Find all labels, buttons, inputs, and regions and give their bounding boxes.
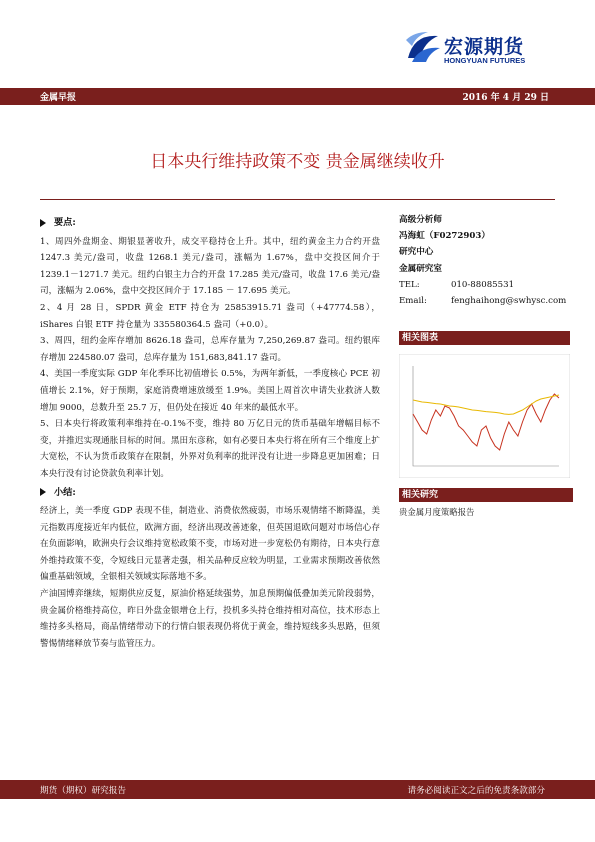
analyst-role: 高级分析师 (399, 215, 442, 225)
related-research-heading: 相关研究 (399, 488, 573, 502)
logo-mark-icon (404, 28, 442, 70)
key-point-item: 5、日本央行将政策利率维持在-0.1%不变，维持 80 万亿日元的货币基础年增幅目标不变，并推迟实现通胀目标的时间。黑田东彦称，如有必要日本央行将在所有三个维度上扩大宽松，不认为货币政策存在限制，外界对负利率的批评没有让进一步降息更加困难；日本央行没有讨论贷款负利率计划。 (40, 419, 380, 479)
analyst-dept: 研究中心 (399, 247, 434, 258)
related-chart-heading: 相关图表 (399, 331, 570, 345)
main-column (40, 215, 380, 652)
line-chart (399, 354, 570, 478)
email-row (399, 293, 569, 309)
analyst-name: 冯海虹（F0272903） (399, 231, 490, 242)
email-link[interactable]: fenghaihong@swhysc.com (451, 296, 567, 307)
key-points-heading: 要点: (40, 215, 380, 232)
summary-heading: 小结: (40, 485, 380, 502)
summary-paragraph: 产油国博弈继续，短期供应反复，原油价格延续强势，加息预期偏低叠加美元阶段弱势，贵金属价格维持高位，昨日外盘金银增仓上行，投机多头持仓维持相对高位，技术形态上维持多头格局，商品情绪带动下的行情白银表现仍将优于黄金，维持短线多头思路，但须警惕情绪释放节奏与监管压力。 (40, 589, 380, 649)
triangle-bullet-icon (40, 488, 46, 496)
footer-left: 期货（期权）研究报告 (40, 786, 126, 796)
triangle-bullet-icon (40, 219, 46, 227)
key-point-item: 4、美国一季度实际 GDP 年化季环比初值增长 0.5%，为两年新低，一季度核心 PCE 初值增长 2.1%，好于预期，家庭消费增速放缓至 1.9%。美国上周首次申请失业救济人数增加 9000，总数升至 25.7 万，但仍处在接近 40 年来的最低水平。 (40, 369, 380, 413)
email-label: Email: (399, 296, 427, 307)
key-point-item: 2、4 月 28 日，SPDR 黄金 ETF 持仓为 25853915.71 盎司（+47774.58），iShares 白银 ETF 持仓量为 335580364.5 盎司（+0.0）。 (40, 302, 380, 330)
related-research-item[interactable]: 贵金属月度策略报告 (399, 507, 475, 517)
summary-paragraph: 经济上，美一季度 GDP 表现不佳，制造业、消费依然疲弱，市场乐观情绪不断降温，美元指数再度接近年内低位，欧洲方面，经济出现改善迹象，但英国退欧问题对市场信心存在负面影响，欧洲央行会议维持宽松政策不变，市场对进一步宽松仍有期待，日本央行意外维持政策不变，令短线日元显著走强，相关品种反应较为明显，工业需求预期改善依然偏重基础领域，全银相关领域实际落地不多。 (40, 506, 380, 583)
report-type: 金属早报 (40, 93, 77, 103)
title-divider (40, 199, 555, 200)
tel-row (399, 277, 569, 293)
company-logo (404, 28, 554, 70)
analyst-team: 金属研究室 (399, 263, 442, 274)
logo-en-text: HONGYUAN FUTURES (444, 56, 526, 65)
report-date: 2016 年 4 月 29 日 (462, 93, 549, 103)
footer-right: 请务必阅读正文之后的免责条款部分 (407, 786, 545, 796)
tel-label: TEL: (399, 279, 420, 290)
related-chart (399, 354, 570, 478)
key-point-item: 1、周四外盘期金、期银显著收升，成交平稳持仓上升。其中，纽约黄金主力合约开盘 1247.3 美元/盎司，收盘 1268.1 美元/盎司，涨幅为 1.67%，盘中交投区间介于 1239.1－1271.7 美元。纽约白银主力合约开盘 17.285 美元/盎司，收盘 17.6 美元/盎司，涨幅为 2.06%，盘中交投区间介于 17.185 － 17.695 美元。 (40, 236, 380, 297)
logo-cn-text: 宏源期货 (444, 36, 525, 58)
report-title: 日本央行维持政策不变 贵金属继续收升 (150, 152, 445, 172)
key-point-item: 3、周四，纽约金库存增加 8626.18 盎司，总库存量为 7,250,269.87 盎司。纽约银库存增加 224580.07 盎司，总库存量为 151,683,841.17 盎司。 (40, 336, 380, 363)
analyst-info (399, 212, 569, 309)
tel-value: 010-88085531 (451, 279, 515, 290)
